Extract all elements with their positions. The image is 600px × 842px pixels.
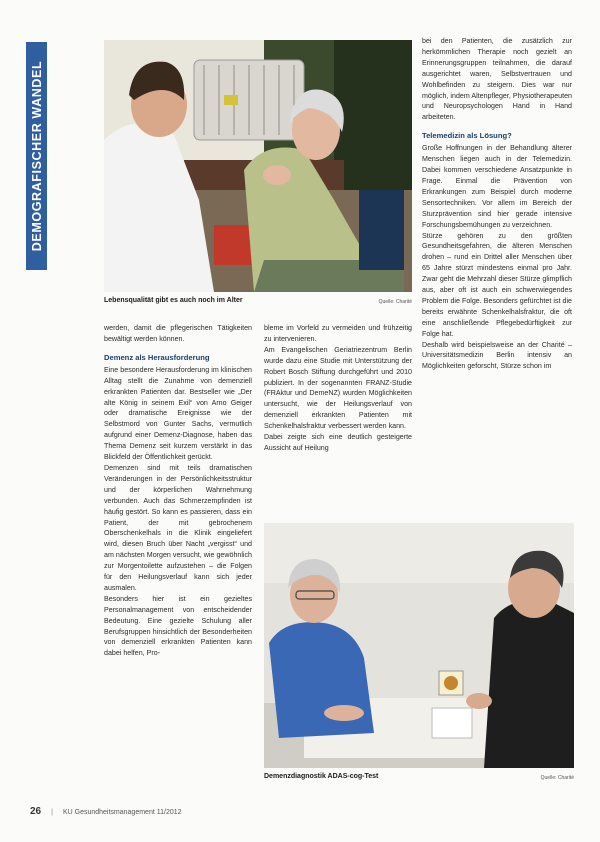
photo-nurse-with-patient (104, 40, 412, 292)
section-heading: Demenz als Herausforderung (104, 352, 210, 362)
footer-separator: | (51, 809, 53, 816)
section-tab-label: DEMOGRAFISCHER WANDEL (29, 60, 44, 252)
paragraph: Stürze gehören zu den größten Gesundheitsgefahren, die älteren Menschen drohen – rund ein Drittel aller Menschen über 65 Jahre stürzt mindestens einmal pro Jahr. Zwar geht die Mehrzahl dieser Stürze glimpflich aus, aber oft ist auch ein schwerwiegendes Problem die Folge. Besonders gefürchtet ist die bereits erwähnte Schenkelhalsfraktur, die oft eine anschließende Pflegebedürftigkeit zur Folge hat. (422, 231, 572, 338)
paragraph: Besonders hier ist ein gezieltes Personalmanagement von entscheidender Bedeutung. Eine gezielte Schulung aller Berufsgruppen hinsichtlich der Besonderheiten von demenziell erkrankten Patienten kann dabei helfen, Pro- (104, 594, 252, 658)
section-heading: Telemedizin als Lösung? (422, 131, 512, 141)
journal-name: KU Gesundheitsmanagement 11/2012 (62, 809, 182, 816)
photo-credit: Quelle: Charité (540, 775, 574, 781)
photo-credit: Quelle: Charité (378, 299, 412, 305)
paragraph: bei den Patienten, die zusätzlich zur herkömmlichen Therapie noch gezielt an Erinnerungsgruppen teilnahmen, die darauf ausgerichtet waren, Selbstvertrauen und Wohlbefinden zu steigern. Dies war nur möglich, indem Altenpfleger, Physiotherapeuten und Neuropsychologen Hand in Hand arbeiteten. (422, 37, 572, 122)
page-footer (30, 806, 182, 817)
section-tab (26, 42, 47, 270)
text-column-middle (264, 323, 412, 454)
paragraph: Dabei zeigte sich eine deutlich gesteigerte Aussicht auf Heilung (264, 433, 412, 452)
photo-dementia-test (264, 523, 574, 768)
paragraph: Eine besondere Herausforderung im klinischen Alltag stellt die Zunahme von demenziell erkrankten Patienten dar. Bestseller wie „Der alte König in seinem Exil“ von Arno Geiger oder dramatische Ereignisse wie der Selbstmord von Gunter Sachs, vermutlich aufgrund einer Demenz-Diagnose, haben das Thema Demenz seit kurzem verstärkt in das Blickfeld der Öffentlichkeit gerückt. (104, 365, 252, 462)
paragraph: bleme im Vorfeld zu vermeiden und frühzeitig zu intervenieren. (264, 324, 412, 343)
photo-caption: Lebensqualität gibt es auch noch im Alter (104, 297, 243, 304)
photo-caption: Demenzdiagnostik ADAS-cog-Test (264, 773, 379, 780)
page-number: 26 (30, 806, 42, 817)
paragraph: Deshalb wird beispielsweise an der Charité – Universitätsmedizin Berlin intensiv an Möglichkeiten geforscht, Stürze schon im (422, 340, 572, 371)
paragraph: werden, damit die pflegerischen Tätigkeiten bewältigt werden können. (104, 324, 252, 343)
text-column-right (422, 36, 572, 372)
paragraph: Demenzen sind mit teils dramatischen Veränderungen in der Persönlichkeitsstruktur und der körperlichen Wahrnehmung verbunden. Auch das Schmerzempfinden ist häufig gestört. So kann es passieren, dass ein Patient, der mit gebrochenem Oberschenkelhals in die Klinik eingeliefert wird, diesen Bruch über Nacht „vergisst“ und am nächsten Morgen versucht, wie gewöhnlich zur Morgentoilette aufzustehen – die Folgen für den Heilungsverlauf kann sich jeder ausmalen. (104, 463, 252, 592)
paragraph: Große Hoffnungen in der Behandlung älterer Menschen liegen auch in der Telemedizin. Dabei kommen verschiedene Ansatzpunkte in Frage. Einmal die Prävention von Erkrankungen zum Beispiel durch moderne Sensortechniken. Vor allem im Bereich der Sturzprävention sind hier gerade intensive Forschungsbemühungen zu verzeichnen. (422, 144, 572, 229)
text-column-left (104, 323, 252, 659)
paragraph: Am Evangelischen Geriatriezentrum Berlin wurde dazu eine Studie mit Unterstützung der Robert Bosch Stiftung durchgeführt und 2010 publiziert. In der sogenannten FRANZ-Studie (FRAktur und DemeNZ) wurden Möglichkeiten untersucht, wie der Heilungsverlauf von demenziell erkrankten Patienten mit Schenkelhalsfraktur verbessert werden kann. (264, 345, 412, 431)
